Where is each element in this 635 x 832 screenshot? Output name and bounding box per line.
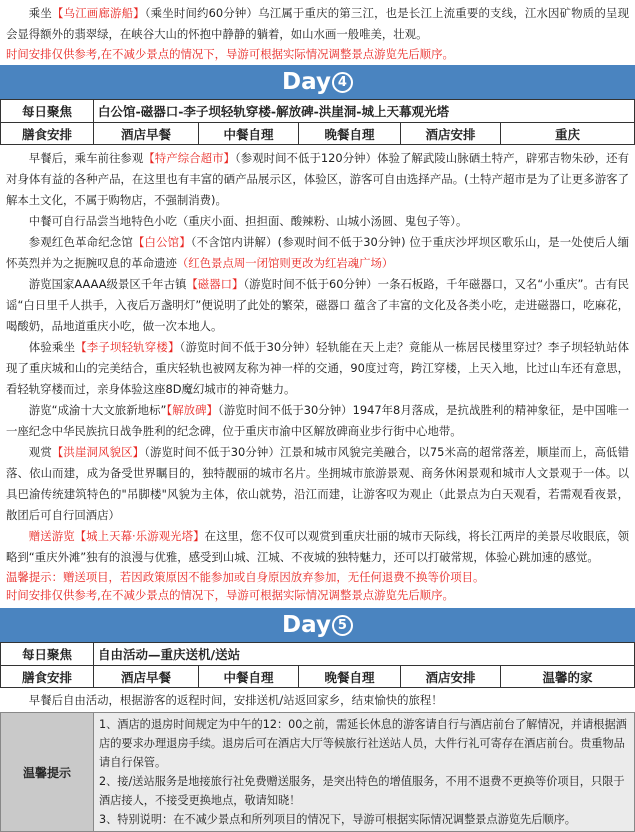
closed-monday-note: （红色景点周一闭馆则更改为红岩魂广场） bbox=[176, 256, 394, 270]
day4-p7-rest: （游览时间不低于30分钟）江景和城市风貌完美融合，以75米高的超常落差，顺崖而上，高低错落、依山而建，成为备受世界瞩目的，独特靓丽的城市名片。坐拥城市旅游景观、商务休闲景观和城市人文景观于一体。以具巴渝传统建筑特色的"吊脚楼"风貌为主体，依山就势，沿江而建，让游客叹为观止（此景点为白天观看，若需观看夜景，散团后可自行回酒店） bbox=[6, 445, 629, 522]
day4-ciqikou-paragraph bbox=[0, 274, 635, 337]
day4-hongyadong-paragraph bbox=[0, 442, 635, 526]
day5-home: 温馨的家 bbox=[501, 666, 635, 688]
ciqikou-highlight: 【磁器口】 bbox=[186, 277, 244, 291]
day4-p6-rest: （游览时间不低于30分钟）1947年8月落成，是抗战胜利的精神象征，是中国唯一一座纪念中华民族抗日战争胜利的纪念碑，位于重庆市渝中区解放碑商业步行街中心地带。 bbox=[6, 403, 629, 438]
day4-warm-tip: 温馨提示：赠送项目，若因政策原因不能参加或自身原因放弃参加，无任何退费不换等价项目。 bbox=[6, 570, 485, 584]
day4-dinner: 晚餐自理 bbox=[299, 123, 401, 145]
specialty-supermarket-highlight: 【特产综合超市】 bbox=[143, 151, 235, 165]
day4-liziba-paragraph bbox=[0, 337, 635, 400]
day5-focus-value: 自由活动—重庆送机/送站 bbox=[94, 643, 635, 666]
day4-p8-rest: 在这里，您不仅可以观赏到重庆壮丽的城市天际线，将长江两岸的美景尽收眼底，领略到“重庆外滩”独有的浪漫与优雅，感受到山城、江城、不夜城的独特魅力，还可以打破常规，体验心跳加速的感觉。 bbox=[6, 529, 629, 564]
day5-title: Day bbox=[282, 612, 331, 638]
jiefangbei-highlight: 【解放碑】 bbox=[166, 403, 218, 417]
tips-label: 温馨提示 bbox=[1, 713, 94, 832]
day5-free-activity-paragraph: 早餐后自由活动，根据游客的返程时间，安排送机/站返回家乡，结束愉快的旅程！ bbox=[28, 693, 443, 707]
day4-supermarket-paragraph bbox=[0, 148, 635, 211]
day5-dinner: 晚餐自理 bbox=[299, 666, 401, 688]
tip-item: 1、酒店的退房时间规定为中午的12：00之前，需延长休息的游客请自行与酒店前台了解情况，并请根据酒店的要求办理退房手续。退房后可在酒店大厅等候旅行社送站人员，大件行礼可寄存在酒店前台。贵重物品请自行保管。 bbox=[99, 718, 627, 769]
day4-number: 4 bbox=[332, 72, 353, 93]
day4-lunch-paragraph: 中餐可自行品尝当地特色小吃（重庆小面、担担面、酸辣粉、山城小汤圆、鬼包子等）。 bbox=[28, 214, 468, 228]
day5-breakfast: 酒店早餐 bbox=[94, 666, 199, 688]
day4-breakfast: 酒店早餐 bbox=[94, 123, 199, 145]
day4-baigongguan-paragraph bbox=[0, 232, 635, 274]
day4-p4-text: 游览国家AAAA级景区千年古镇 bbox=[28, 277, 187, 291]
day5-lunch: 中餐自理 bbox=[199, 666, 299, 688]
tip-item: 3、特别说明：在不减少景点和所列项目的情况下，导游可根据实际情况调整景点游览先后顺序。 bbox=[99, 813, 576, 826]
day4-p5-rest: （游览时间不低于30分钟）轻轨能在天上走？竟能从一栋居民楼里穿过？李子坝轻轨站体现了重庆城和山的完美结合，重庆轻轨也被网友称为神一样的交通，90度过弯，跨江穿楼，上天入地，比过山车还有意思，看轻轨穿楼而过，亲身体验这座8D魔幻城市的神奇魅力。 bbox=[6, 340, 629, 396]
intro-text: 乘坐 bbox=[28, 6, 52, 20]
day4-tower-paragraph bbox=[0, 526, 635, 568]
day4-city: 重庆 bbox=[501, 123, 635, 145]
intro-text-rest: （乘坐时间约60分钟）乌江属于重庆的第三江，也是长江上流重要的支线，江水因矿物质的呈现会显得额外的翡翠绿，在峡谷大山的怀抱中静静的躺着，如山水画一般唯美，壮观。 bbox=[6, 6, 629, 41]
day5-focus-table bbox=[0, 642, 635, 666]
day5-banner bbox=[0, 608, 635, 642]
day4-focus-label: 每日聚焦 bbox=[1, 100, 94, 123]
wujiang-boat-highlight: 【乌江画廊游船】 bbox=[52, 6, 145, 20]
day5-number: 5 bbox=[332, 615, 353, 636]
day4-jiefangbei-paragraph bbox=[0, 400, 635, 442]
day4-lunch: 中餐自理 bbox=[199, 123, 299, 145]
day4-time-note: 时间安排仅供参考,在不减少景点的情况下，导游可根据实际情况调整景点游览先后顺序。 bbox=[6, 588, 454, 602]
baigongguan-highlight: 【白公馆】 bbox=[132, 235, 191, 249]
day4-hotel: 酒店安排 bbox=[401, 123, 501, 145]
day4-meals-label: 膳食安排 bbox=[1, 123, 94, 145]
day4-meals-table bbox=[0, 122, 635, 145]
day4-p1-text: 早餐后，乘车前往参观 bbox=[28, 151, 144, 165]
day4-p6-text: 游览“成渝十大文旅新地标” bbox=[28, 403, 167, 417]
day4-p7-text: 观赏 bbox=[28, 445, 52, 459]
day4-banner bbox=[0, 65, 635, 99]
liziba-highlight: 【李子坝轻轨穿楼】 bbox=[75, 340, 180, 354]
day3-wujiang-paragraph bbox=[0, 0, 635, 45]
day3-time-note: 时间安排仅供参考,在不减少景点的情况下，导游可根据实际情况调整景点游览先后顺序。 bbox=[6, 47, 454, 61]
day5-meals-label: 膳食安排 bbox=[1, 666, 94, 688]
day4-p3-rest: （不含馆内讲解）(参观时间不低于30分钟) 位于重庆沙坪坝区歌乐山，是一处使后人缅怀英烈并为之扼腕叹息的革命遗迹 bbox=[6, 235, 629, 270]
hongyadong-highlight: 【洪崖洞风貌区】 bbox=[51, 445, 145, 459]
day5-focus-label: 每日聚焦 bbox=[1, 643, 94, 666]
day4-focus-table bbox=[0, 99, 635, 123]
tips-body bbox=[94, 713, 635, 832]
day5-hotel: 酒店安排 bbox=[401, 666, 501, 688]
day5-meals-table bbox=[0, 665, 635, 688]
day4-p1-rest: （参观时间不低于120分钟）体验了解武陵山脉硒土特产，辟邪吉物朱砂，还有对身体有益的各种产品，在这里也有丰富的硒产品展示区，体验区，游客可自由选择产品。(土特产超市是为了让更多游客了解本土文化，不属于购物店，不强制消费)。 bbox=[6, 151, 629, 207]
day4-title: Day bbox=[282, 69, 331, 95]
day4-p5-text: 体验乘坐 bbox=[28, 340, 76, 354]
tip-item: 2、接/送站服务是地接旅行社免费赠送服务，是突出特色的增值服务，不用不退费不更换等价项目，只限于酒店接人，不接受更换地点，敬请知晓！ bbox=[99, 775, 625, 807]
day4-p4-rest: （游览时间不低于60分钟）一条石板路，千年磁器口，又名“小重庆”。古有民谣“白日里千人拱手，入夜后万盏明灯”便说明了此处的繁荣，磁器口 蕴含了丰富的文化及各类小吃，走进磁器口，吃麻花，喝酸奶，品地道重庆小吃，做一次本地人。 bbox=[6, 277, 629, 333]
tower-highlight: 【城上天幕·乐游观光塔】 bbox=[74, 529, 205, 543]
day4-focus-value: 白公馆-磁器口-李子坝轻轨穿楼-解放碑-洪崖洞-城上天幕观光塔 bbox=[94, 100, 635, 123]
day4-p3-text: 参观红色革命纪念馆 bbox=[28, 235, 133, 249]
gift-tour-label: 赠送游览 bbox=[28, 529, 75, 543]
day5-tips-table bbox=[0, 712, 635, 832]
day4-content bbox=[0, 145, 635, 604]
